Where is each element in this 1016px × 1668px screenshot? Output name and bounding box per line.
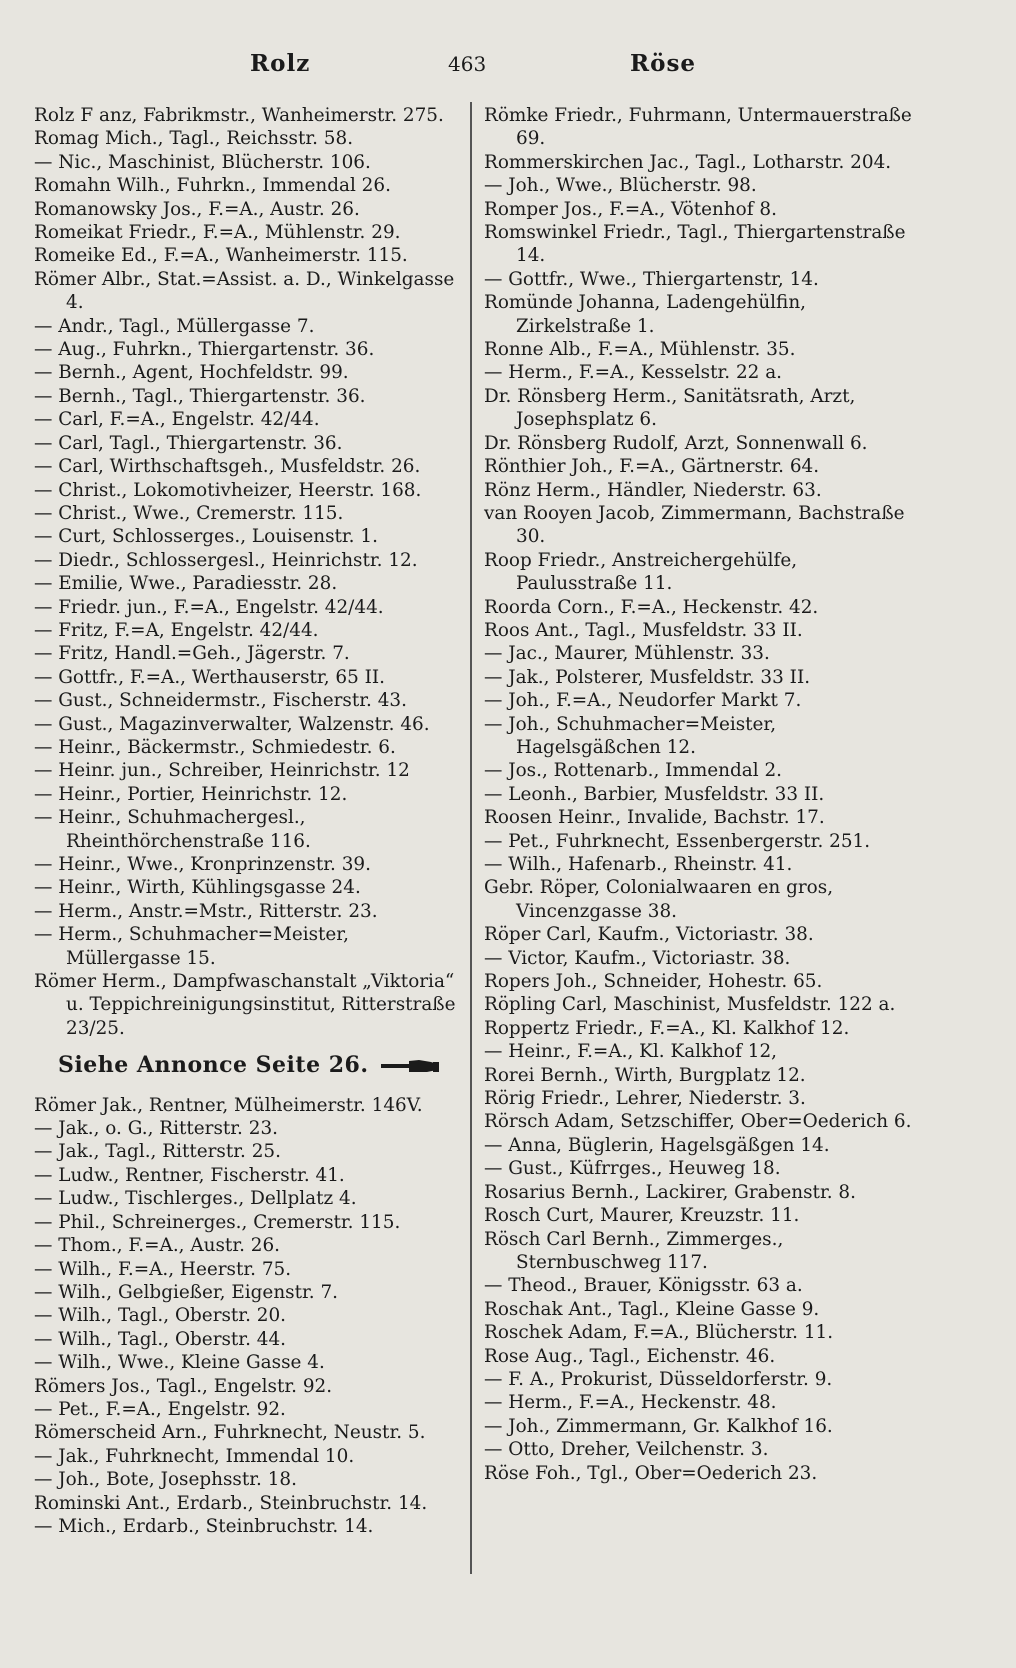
directory-entry: Romag Mich., Tagl., Reichsstr. 58. [34, 128, 354, 150]
directory-entry: Römers Jos., Tagl., Engelstr. 92. [34, 1375, 333, 1397]
directory-entry: — Jos., Rottenarb., Immendal 2. [484, 760, 783, 782]
directory-entry: Römerscheid Arn., Fuhrknecht, Neustr. 5. [34, 1422, 426, 1444]
directory-entry: — Pet., Fuhrknecht, Essenbergerstr. 251. [484, 830, 871, 852]
directory-entry: — Thom., F.=A., Austr. 26. [34, 1235, 281, 1257]
directory-entry: Ropers Joh., Schneider, Hohestr. 65. [484, 971, 823, 993]
directory-entry: Rose Aug., Tagl., Eichenstr. 46. [484, 1345, 776, 1367]
directory-entry: Rosarius Bernh., Lackirer, Grabenstr. 8. [484, 1181, 856, 1203]
directory-entry: — Jak., Polsterer, Musfeldstr. 33 II. [484, 666, 811, 688]
directory-entry: — Nic., Maschinist, Blücherstr. 106. [34, 151, 371, 173]
directory-entry: — Heinr. jun., Schreiber, Heinrichstr. 12 [34, 760, 410, 782]
directory-entry: Roppertz Friedr., F.=A., Kl. Kalkhof 12. [484, 1017, 850, 1039]
directory-entry: — Gust., Magazinverwalter, Walzenstr. 46. [34, 713, 430, 735]
directory-entry: Rolz F anz, Fabrikmstr., Wanheimerstr. 275. [34, 105, 444, 126]
directory-entry: — Herm., F.=A., Heckenstr. 48. [484, 1392, 777, 1414]
directory-entry: Romswinkel Friedr., Tagl., Thiergartenstraße 14. [484, 222, 906, 267]
directory-entry: — Fritz, F.=A, Engelstr. 42/44. [34, 619, 319, 641]
directory-entry: Römer Jak., Rentner, Mülheimerstr. 146V. [34, 1094, 423, 1116]
directory-entry: — Fritz, Handl.=Geh., Jägerstr. 7. [34, 643, 350, 665]
directory-entry: — Heinr., Wirth, Kühlingsgasse 24. [34, 877, 361, 899]
header-right-keyword: Röse [630, 50, 697, 77]
directory-entry: Roschak Ant., Tagl., Kleine Gasse 9. [484, 1298, 820, 1320]
directory-entry: Rosch Curt, Maurer, Kreuzstr. 11. [484, 1205, 800, 1227]
directory-entry: — Aug., Fuhrkn., Thiergartenstr. 36. [34, 339, 375, 361]
directory-entry: — Anna, Büglerin, Hagelsgäßgen 14. [484, 1134, 830, 1156]
directory-entry: — Bernh., Tagl., Thiergartenstr. 36. [34, 385, 366, 407]
directory-entry: Roos Ant., Tagl., Musfeldstr. 33 II. [484, 619, 803, 641]
directory-entry: — Herm., F.=A., Kesselstr. 22 a. [484, 362, 783, 384]
advertisement-notice [58, 1054, 464, 1077]
directory-entry: — Victor, Kaufm., Victoriastr. 38. [484, 947, 791, 969]
header-left-keyword: Rolz [250, 50, 311, 77]
directory-entry: Roschek Adam, F.=A., Blücherstr. 11. [484, 1322, 834, 1344]
directory-entry: Roorda Corn., F.=A., Heckenstr. 42. [484, 596, 819, 618]
directory-entry: Röse Foh., Tgl., Ober=Oederich 23. [484, 1462, 818, 1484]
right-column [484, 104, 924, 1485]
left-entries [34, 104, 464, 1040]
directory-entry: — Wilh., Tagl., Oberstr. 20. [34, 1305, 287, 1327]
directory-entry: Rörig Friedr., Lehrer, Niederstr. 3. [484, 1088, 806, 1110]
directory-entry: — Wilh., Hafenarb., Rheinstr. 41. [484, 854, 793, 875]
directory-entry: Rommerskirchen Jac., Tagl., Lotharstr. 204. [484, 151, 892, 173]
directory-entry: — Heinr., Bäckermstr., Schmiedestr. 6. [34, 736, 396, 758]
directory-entry: — Jak., o. G., Ritterstr. 23. [34, 1118, 278, 1140]
directory-entry: Rösch Carl Bernh., Zimmerges., Sternbuschweg 117. [484, 1228, 784, 1273]
directory-entry: — Heinr., Wwe., Kronprinzenstr. 39. [34, 854, 371, 875]
directory-entry: — Wilh., Gelbgießer, Eigenstr. 7. [34, 1281, 339, 1303]
directory-entry: Romper Jos., F.=A., Vötenhof 8. [484, 198, 777, 220]
pointing-hand-icon [379, 1056, 441, 1076]
directory-entry: — Joh., Schuhmacher=Meister, Hagelsgäßchen 12. [484, 713, 777, 758]
directory-entry: Romeike Ed., F.=A., Wanheimerstr. 115. [34, 245, 408, 267]
directory-entry: Romeikat Friedr., F.=A., Mühlenstr. 29. [34, 222, 401, 244]
directory-entry: Dr. Rönsberg Rudolf, Arzt, Sonnenwall 6. [484, 432, 868, 454]
directory-entry: — Herm., Schuhmacher=Meister, Müllergasse 15. [34, 924, 349, 969]
directory-entry: Rörsch Adam, Setzschiffer, Ober=Oederich 6. [484, 1111, 912, 1133]
directory-entry: Dr. Rönsberg Herm., Sanitätsrath, Arzt, Josephsplatz 6. [484, 385, 856, 431]
directory-entry: — Ludw., Tischlerges., Dellplatz 4. [34, 1188, 357, 1210]
directory-entry: — Joh., Bote, Josephsstr. 18. [34, 1469, 297, 1491]
directory-entry: — Curt, Schlosserges., Louisenstr. 1. [34, 526, 378, 548]
directory-entry: — Jac., Maurer, Mühlenstr. 33. [484, 643, 770, 665]
directory-entry: — Joh., F.=A., Neudorfer Markt 7. [484, 690, 802, 712]
directory-entry: — F. A., Prokurist, Düsseldorferstr. 9. [484, 1368, 833, 1390]
directory-entry: — Andr., Tagl., Müllergasse 7. [34, 315, 315, 337]
right-entries [484, 104, 924, 1485]
directory-entry: — Heinr., Portier, Heinrichstr. 12. [34, 783, 348, 805]
directory-entry: — Wilh., Wwe., Kleine Gasse 4. [34, 1352, 325, 1374]
directory-entry: Rönthier Joh., F.=A., Gärtnerstr. 64. [484, 456, 820, 478]
page-number: 463 [448, 52, 487, 76]
directory-entry: — Theod., Brauer, Königsstr. 63 a. [484, 1275, 803, 1297]
notice-text: Siehe Annonce Seite 26. [58, 1052, 369, 1079]
page-header [0, 50, 1016, 90]
directory-entry: — Pet., F.=A., Engelstr. 92. [34, 1398, 286, 1420]
directory-entry: — Herm., Anstr.=Mstr., Ritterstr. 23. [34, 900, 378, 922]
directory-entry: — Gottfr., F.=A., Werthauserstr, 65 II. [34, 666, 386, 688]
directory-entry: — Carl, F.=A., Engelstr. 42/44. [34, 409, 320, 431]
directory-entry: — Carl, Wirthschaftsgeh., Musfeldstr. 26. [34, 456, 421, 478]
directory-entry: — Bernh., Agent, Hochfeldstr. 99. [34, 362, 349, 384]
directory-entry: Römer Albr., Stat.=Assist. a. D., Winkelgasse 4. [34, 268, 455, 314]
directory-entry: Römer Herm., Dampfwaschanstalt „Viktoria“ u. Teppichreinigungsinstitut, Ritterstraße 23/25. [34, 971, 456, 1039]
directory-entry: — Diedr., Schlossergesl., Heinrichstr. 12. [34, 549, 418, 571]
directory-entry: Röpling Carl, Maschinist, Musfeldstr. 122 a. [484, 994, 896, 1016]
directory-entry: Ronne Alb., F.=A., Mühlenstr. 35. [484, 339, 796, 361]
column-divider [470, 102, 472, 1574]
directory-entry: — Emilie, Wwe., Paradiesstr. 28. [34, 573, 338, 595]
directory-entry: Gebr. Röper, Colonialwaaren en gros, Vincenzgasse 38. [484, 877, 834, 922]
directory-entry: Röper Carl, Kaufm., Victoriastr. 38. [484, 924, 814, 946]
directory-entry: — Phil., Schreinerges., Cremerstr. 115. [34, 1211, 401, 1233]
directory-entry: Rorei Bernh., Wirth, Burgplatz 12. [484, 1064, 806, 1086]
directory-entry: — Carl, Tagl., Thiergartenstr. 36. [34, 432, 343, 454]
directory-entry: — Friedr. jun., F.=A., Engelstr. 42/44. [34, 596, 384, 618]
directory-entry: — Heinr., Schuhmachergesl., Rheinthörchenstraße 116. [34, 807, 311, 852]
directory-entry: Roop Friedr., Anstreichergehülfe, Paulusstraße 11. [484, 549, 798, 595]
directory-entry: — Gust., Schneidermstr., Fischerstr. 43. [34, 690, 407, 712]
directory-entry: — Wilh., Tagl., Oberstr. 44. [34, 1328, 287, 1350]
directory-entry: — Gottfr., Wwe., Thiergartenstr, 14. [484, 268, 819, 290]
directory-entry: — Leonh., Barbier, Musfeldstr. 33 II. [484, 783, 825, 805]
directory-entry: — Gust., Küfrrges., Heuweg 18. [484, 1158, 781, 1180]
directory-entry: Romanowsky Jos., F.=A., Austr. 26. [34, 198, 360, 220]
directory-entry: — Otto, Dreher, Veilchenstr. 3. [484, 1439, 769, 1461]
directory-entry: — Wilh., F.=A., Heerstr. 75. [34, 1258, 292, 1280]
directory-entry: — Ludw., Rentner, Fischerstr. 41. [34, 1164, 345, 1186]
directory-entry: — Joh., Zimmermann, Gr. Kalkhof 16. [484, 1415, 833, 1437]
directory-entry: Rominski Ant., Erdarb., Steinbruchstr. 14. [34, 1492, 428, 1514]
directory-entry: van Rooyen Jacob, Zimmermann, Bachstraße 30. [484, 502, 905, 548]
directory-entry: Romünde Johanna, Ladengehülfin, Zirkelstraße 1. [484, 292, 807, 337]
directory-entry: — Christ., Wwe., Cremerstr. 115. [34, 502, 344, 524]
directory-entry: Roosen Heinr., Invalide, Bachstr. 17. [484, 807, 825, 829]
directory-entry: — Joh., Wwe., Blücherstr. 98. [484, 175, 757, 197]
left-column [34, 104, 464, 1538]
directory-entry: — Jak., Fuhrknecht, Immendal 10. [34, 1445, 355, 1467]
left-entries-continued [34, 1094, 464, 1539]
directory-entry: — Christ., Lokomotivheizer, Heerstr. 168. [34, 479, 422, 501]
directory-entry: — Heinr., F.=A., Kl. Kalkhof 12, [484, 1041, 778, 1063]
directory-entry: Romahn Wilh., Fuhrkn., Immendal 26. [34, 175, 391, 197]
directory-entry: — Jak., Tagl., Ritterstr. 25. [34, 1141, 281, 1163]
directory-entry: Rönz Herm., Händler, Niederstr. 63. [484, 479, 822, 501]
directory-entry: Römke Friedr., Fuhrmann, Untermauerstraße 69. [484, 105, 912, 150]
directory-entry: — Mich., Erdarb., Steinbruchstr. 14. [34, 1515, 374, 1537]
